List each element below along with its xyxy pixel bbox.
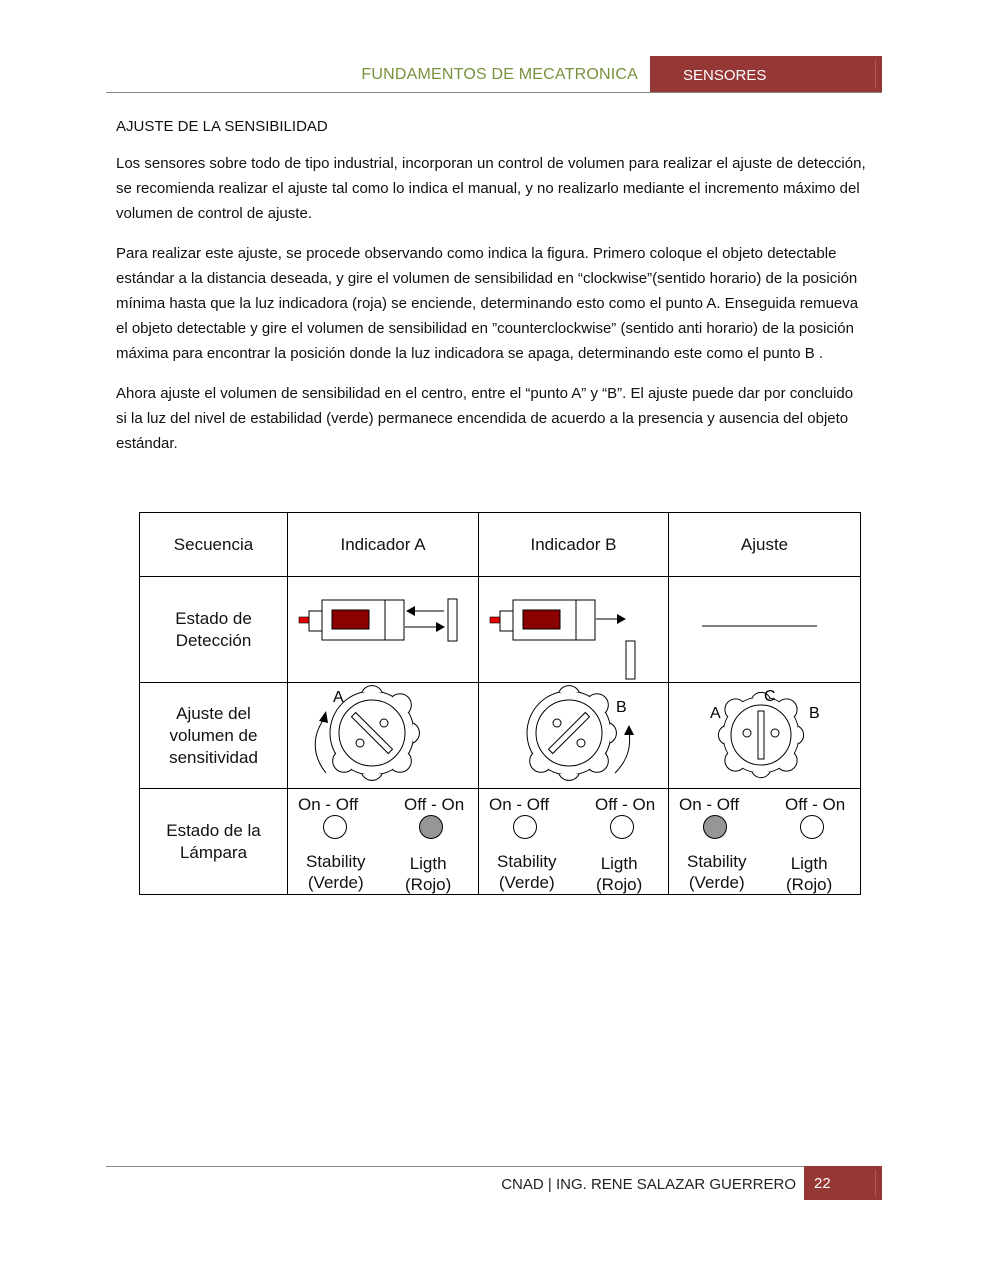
row-label-deteccion <box>140 577 288 683</box>
sensitivity-dial <box>718 692 803 777</box>
dial-label-b: B <box>616 699 627 716</box>
header-divider <box>106 92 882 93</box>
lamp-state-right: Off - On <box>595 795 656 814</box>
blank-line <box>669 577 861 683</box>
detection-cell-ajuste <box>669 577 861 683</box>
header-ajuste: Ajuste <box>669 513 861 577</box>
page-content <box>116 116 866 471</box>
ligth-label: Ligth (Rojo) <box>786 854 833 894</box>
adjustment-sequence-table <box>139 512 860 895</box>
ligth-lamp <box>610 815 634 839</box>
ligth-label: Ligth (Rojo) <box>405 854 452 894</box>
row-label-line: Ajuste del <box>176 703 251 723</box>
clockwise-arrow <box>315 719 326 773</box>
dial-diagram-ajuste <box>669 683 861 789</box>
dial-diagram-b <box>479 683 669 789</box>
dial-label-a: A <box>710 705 721 722</box>
paragraph-3: Ahora ajuste el volumen de sensibilidad en el centro, entre el “punto A” y “B”. El ajuste puede dar por concluido si la luz del nivel de estabilidad (verde) permanece encendida de acuerdo a la presencia y ausencia del objeto estándar. <box>116 385 854 452</box>
lamp-cell-a <box>288 789 479 895</box>
removed-object <box>626 641 635 679</box>
sensor-detecting-diagram <box>288 577 478 683</box>
stability-lamp <box>703 815 727 839</box>
section-tab: SENSORES <box>650 56 882 92</box>
sensor-tip <box>299 617 309 623</box>
sensor-connector <box>500 611 513 631</box>
row-label-ajuste <box>140 683 288 789</box>
dial-cell-a <box>288 683 479 789</box>
row-label-line: Estado de <box>175 608 252 628</box>
sensitivity-dial <box>527 686 616 781</box>
row-label-line: sensitividad <box>169 747 258 767</box>
row-label-line: Estado de la <box>166 820 261 840</box>
dial-cell-b <box>479 683 669 789</box>
dial-label-b: B <box>809 705 820 722</box>
dial-label-a: A <box>333 689 344 706</box>
dial-cell-ajuste <box>669 683 861 789</box>
sensor-body <box>523 610 560 629</box>
row-label-lampara <box>140 789 288 895</box>
row-label-line: Detección <box>175 630 252 650</box>
lamp-state-right: Off - On <box>404 795 465 814</box>
detection-cell-a <box>288 577 479 683</box>
stability-label: Stability (Verde) <box>687 852 747 892</box>
dial-diagram-a <box>288 683 479 789</box>
stability-lamp <box>513 815 537 839</box>
page-header <box>106 56 882 94</box>
section-heading: AJUSTE DE LA SENSIBILIDAD <box>116 118 328 135</box>
header-indicador-b: Indicador B <box>479 513 669 577</box>
detectable-object <box>448 599 457 641</box>
stability-label: Stability (Verde) <box>306 852 366 892</box>
row-label-line: Lámpara <box>179 842 248 862</box>
lamp-state-left: On - Off <box>489 795 550 814</box>
stability-lamp <box>323 815 347 839</box>
footer-author: CNAD | ING. RENE SALAZAR GUERRERO <box>501 1176 796 1193</box>
paragraph-2: Para realizar este ajuste, se procede observando como indica la figura. Primero coloque el objeto detectable estándar a la distancia deseada, y gire el volumen de sensibilidad en “clockwise”(sentido horario) de la posición mínima hasta que la luz indicadora (roja) se enciende, determinando esto como el punto A. Enseguida remueva el objeto detectable y gire el volumen de sensibilidad en ”counterclockwise” (sentido anti horario) de la posición máxima para encontrar la posición donde la luz indicadora se apaga, determinando este como el punto B . <box>116 245 859 362</box>
ligth-label: Ligth (Rojo) <box>596 854 643 894</box>
counterclockwise-arrow <box>615 731 630 773</box>
stability-label: Stability (Verde) <box>497 852 557 892</box>
header-secuencia: Secuencia <box>140 513 288 577</box>
ligth-lamp <box>419 815 443 839</box>
lamp-cell-ajuste <box>669 789 861 895</box>
paragraph-1: Los sensores sobre todo de tipo industrial, incorporan un control de volumen para realizar el ajuste de detección, se recomienda realizar el ajuste tal como lo indica el manual, y no realizarlo mediante el incremento máximo del volumen de control de ajuste. <box>116 155 866 222</box>
lamp-state-left: On - Off <box>679 795 740 814</box>
row-label-line: volumen de <box>169 725 258 745</box>
lamp-cell-b <box>479 789 669 895</box>
page-footer <box>106 1166 882 1202</box>
sensor-tip <box>490 617 500 623</box>
lamp-state-left: On - Off <box>298 795 359 814</box>
sensor-no-object-diagram <box>479 577 669 683</box>
footer-divider <box>106 1166 882 1167</box>
detection-cell-b <box>479 577 669 683</box>
sensor-connector <box>309 611 322 631</box>
sensor-body <box>332 610 369 629</box>
document-title: FUNDAMENTOS DE MECATRONICA <box>361 66 638 83</box>
ligth-lamp <box>800 815 824 839</box>
dial-label-c: C <box>764 688 776 705</box>
lamp-state-right: Off - On <box>785 795 846 814</box>
page-number: 22 <box>804 1166 882 1200</box>
header-indicador-a: Indicador A <box>288 513 479 577</box>
